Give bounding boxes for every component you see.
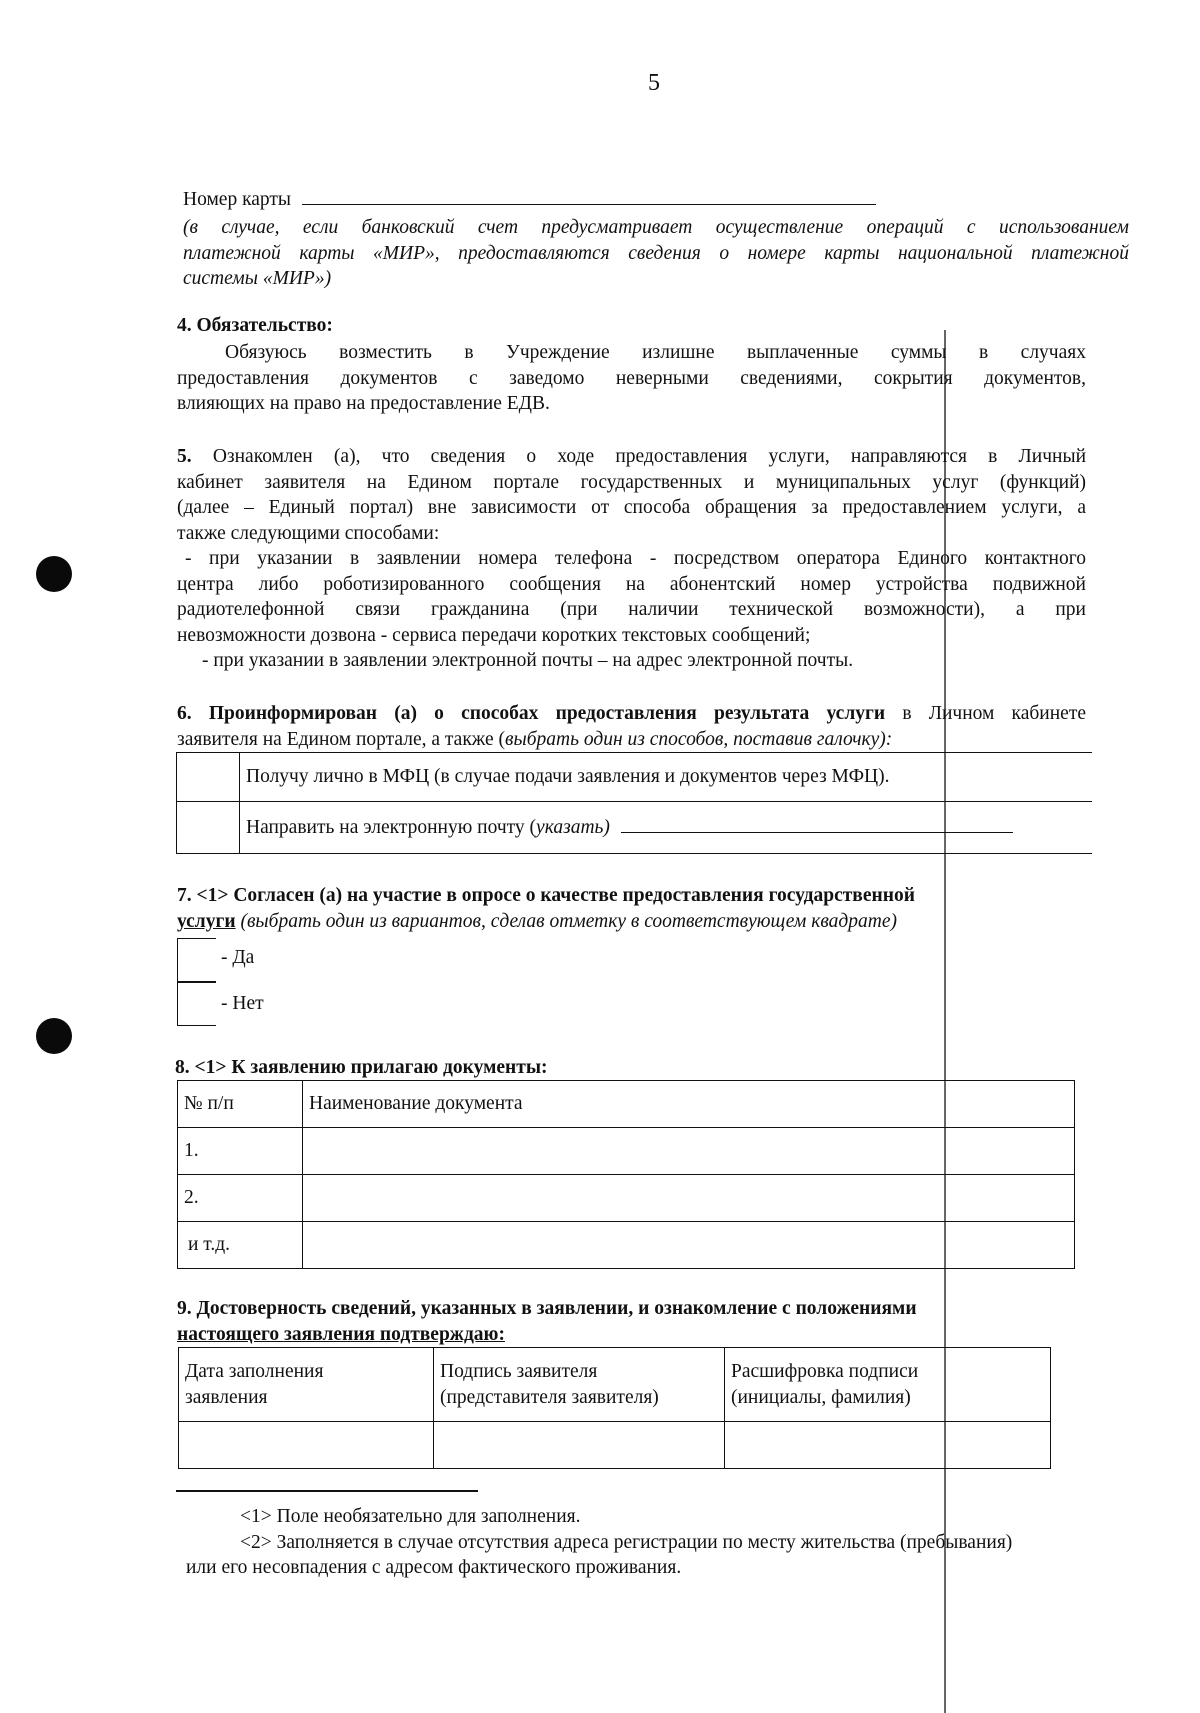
s9-input-row [179, 1422, 1051, 1469]
s7-line-1: 7. <1> Согласен (а) на участие в опросе о качестве предоставления государственной [177, 885, 915, 906]
footnote-separator [176, 1490, 478, 1492]
s7-no-checkbox[interactable] [177, 982, 216, 1026]
footnote-2: <2> Заполняется в случае отсутствия адреса регистрации по месту жительства (пребывания) [240, 1531, 1013, 1553]
s9-date-header-line: Дата заполнения [185, 1360, 324, 1382]
s6-bold-text: Проинформирован (а) о способах предоставления результата услуги [208, 703, 886, 724]
s9-heading [177, 1296, 1057, 1347]
s9-decoding-field[interactable] [725, 1422, 1051, 1469]
s8-documents-table [177, 1080, 1075, 1269]
s9-decoding-header-line: Расшифровка подписи [731, 1360, 919, 1382]
s6-line2-text: заявителя на Едином портале, а также ( [177, 728, 506, 750]
s6-number: 6. [177, 703, 192, 724]
s7-heading [177, 883, 1077, 934]
s5-line: - при указании в заявлении электронной почты – на адрес электронной почты. [202, 650, 854, 671]
card-note-line: платежной карты «МИР», предоставляются сведения о номере карты национальной платежной [183, 242, 1129, 264]
table-row [178, 1175, 1075, 1222]
s5-line: невозможности дозвона - сервиса передачи коротких текстовых сообщений; [177, 624, 811, 646]
s8-row-name[interactable] [303, 1128, 946, 1175]
card-number-row [183, 186, 903, 213]
s7-line2-bold: услуги [177, 910, 236, 932]
s8-header-row [178, 1081, 1075, 1128]
s9-decoding-header-line: (инициалы, фамилия) [731, 1386, 911, 1408]
s8-header-extra [945, 1081, 1075, 1128]
s8-row-extra [945, 1128, 1075, 1175]
s8-header-name: Наименование документа [303, 1081, 946, 1128]
s9-date-header [179, 1348, 434, 1422]
s7-line-2 [177, 909, 1077, 935]
s6-line2-italic: выбрать один из способов, поставив галочку): [505, 728, 893, 750]
s6-option-row [177, 753, 1093, 802]
s9-header-row [179, 1348, 1051, 1422]
s5-line: радиотелефонной связи гражданина (при наличии технической возможности), а при [177, 599, 1086, 620]
s6-email-field[interactable] [621, 816, 1013, 833]
s6-heading [177, 701, 1086, 752]
footnotes [186, 1504, 1131, 1581]
s7-line2-italic: (выбрать один из вариантов, сделав отметку в соответствующем квадрате) [240, 910, 898, 932]
s8-header-number: № п/п [178, 1081, 303, 1128]
s5-line: центра либо роботизированного сообщения на абонентский номер устройства подвижной [177, 573, 1086, 595]
table-row [178, 1128, 1075, 1175]
page-number: 5 [648, 70, 660, 96]
s6-option-row [177, 802, 1093, 854]
s9-date-field[interactable] [179, 1422, 434, 1469]
s6-option-email-italic: указать) [536, 817, 610, 838]
s8-row-name[interactable] [303, 1222, 946, 1269]
card-number-label: Номер карты [183, 189, 292, 210]
s6-option-personal: Получу лично в МФЦ (в случае подачи заявления и документов через МФЦ). [240, 753, 1093, 802]
s8-title: 8. <1> К заявлению прилагаю документы: [175, 1057, 548, 1078]
s9-signature-header [434, 1348, 725, 1422]
s4-line: влияющих на право на предоставление ЕДВ. [177, 393, 550, 414]
s5-line: кабинет заявителя на Едином портале государственных и муниципальных услуг (функций) [177, 471, 1086, 493]
table-row [178, 1222, 1075, 1269]
s6-checkbox-email[interactable] [177, 802, 240, 854]
s5-number: 5. [177, 446, 192, 467]
s6-line-1 [177, 701, 1086, 727]
s5-line: также следующими способами: [177, 522, 440, 544]
s5-line-text: Ознакомлен (а), что сведения о ходе предоставления услуги, направляются в Личный [212, 446, 1087, 467]
s6-line-2 [177, 727, 1086, 753]
s6-options-table [176, 752, 1092, 854]
s5-line: (далее – Единый портал) вне зависимости от способа обращения за предоставлением услуги, а [177, 497, 1086, 518]
footnote-1: <1> Поле необязательно для заполнения. [240, 1506, 581, 1527]
s5-line: - при указании в заявлении номера телефона - посредством оператора Единого контактного [185, 548, 1086, 569]
card-note-line: системы «МИР») [183, 268, 332, 289]
s6-checkbox-personal[interactable] [177, 753, 240, 802]
punch-hole-top [36, 556, 72, 592]
s7-yes-label: - Да [221, 947, 255, 968]
s9-signature-table [178, 1347, 1051, 1469]
s9-date-header-line: заявления [185, 1386, 268, 1408]
s8-row-extra [945, 1175, 1075, 1222]
s9-signature-header-line: (представителя заявителя) [440, 1386, 659, 1408]
s4-title: 4. Обязательство: [177, 315, 333, 336]
s9-decoding-header [725, 1348, 1051, 1422]
card-number-field[interactable] [302, 186, 876, 205]
card-note-line: (в случае, если банковский счет предусматривает осуществление операций с использованием [183, 217, 1129, 238]
s4-line: Обязуюсь возместить в Учреждение излишне выплаченные суммы в случаях [225, 342, 1086, 363]
s9-signature-header-line: Подпись заявителя [440, 1360, 598, 1382]
s4-body [177, 340, 1086, 417]
s6-option-email-text: Направить на электронную почту ( [246, 817, 537, 838]
s9-line-1: 9. Достоверность сведений, указанных в заявлении, и ознакомление с положениями [177, 1298, 917, 1319]
s8-row-extra [945, 1222, 1075, 1269]
s5-line [177, 444, 1086, 470]
s8-row-name[interactable] [303, 1175, 946, 1222]
punch-hole-bottom [36, 1018, 72, 1054]
card-note [183, 215, 1129, 292]
s6-option-email [240, 802, 1093, 854]
s6-rest-text: в Личном кабинете [902, 703, 1086, 724]
s4-line: предоставления документов с заведомо неверными сведениями, сокрытия документов, [177, 367, 1086, 389]
s7-yes-checkbox[interactable] [177, 938, 216, 982]
s7-no-label: - Нет [221, 993, 264, 1014]
footnote-2-continued: или его несовпадения с адресом фактического проживания. [186, 1557, 682, 1578]
s5-body [177, 444, 1086, 674]
s9-line-2: настоящего заявления подтверждаю: [177, 1323, 505, 1345]
s9-signature-field[interactable] [434, 1422, 725, 1469]
s8-row-number: и т.д. [178, 1222, 303, 1269]
s8-row-number: 1. [178, 1128, 303, 1175]
s8-row-number: 2. [178, 1175, 303, 1222]
